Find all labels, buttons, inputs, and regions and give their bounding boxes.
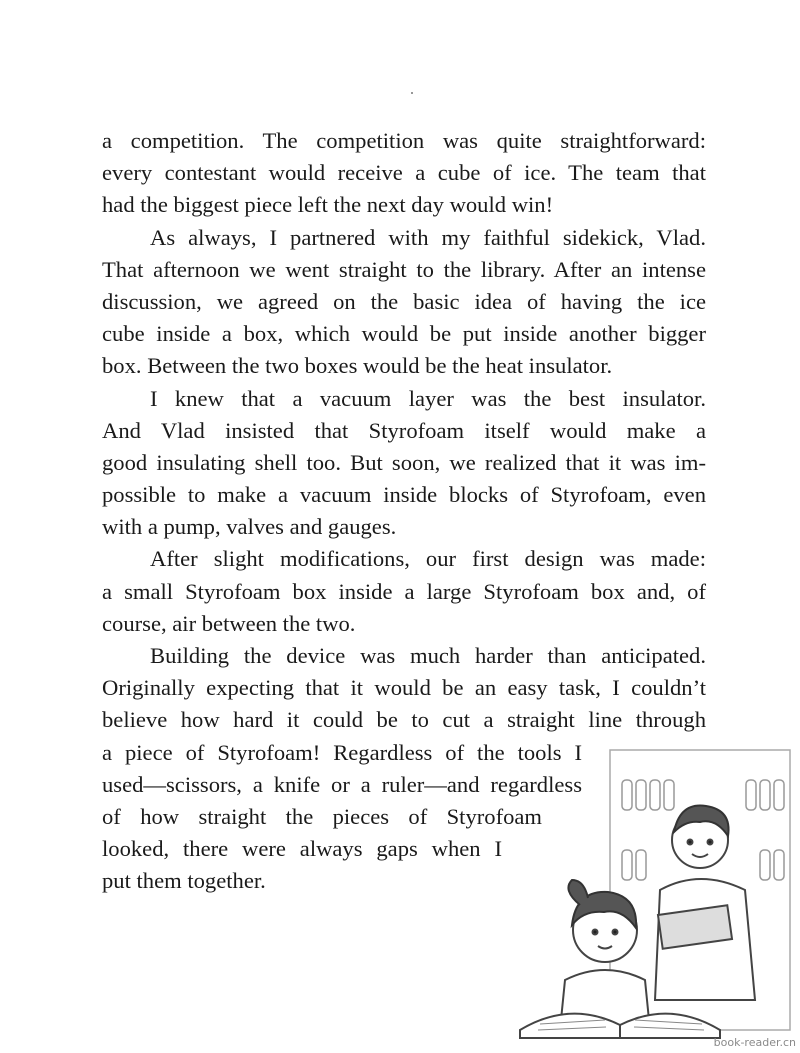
text-line: good insulating shell too. But soon, we realized that it was im- [102, 449, 706, 475]
text-line: discussion, we agreed on the basic idea of having the ice [102, 288, 706, 314]
text-line: course, air between the two. [102, 610, 356, 636]
text-line: box. Between the two boxes would be the heat insulator. [102, 353, 613, 379]
text-line: Originally expecting that it would be an easy task, I couldn’t [102, 675, 706, 701]
text-line: As always, I partnered with my faithful sidekick, Vlad. [150, 224, 706, 250]
text-line: a small Styrofoam box inside a large Styrofoam box and, of [102, 578, 706, 604]
text-line: I knew that a vacuum layer was the best insulator. [150, 385, 706, 411]
text-line: cube inside a box, which would be put inside another bigger [102, 321, 706, 347]
children-illustration [510, 740, 800, 1040]
page-speck [411, 92, 413, 94]
text-line: had the biggest piece left the next day would win! [102, 192, 554, 218]
text-line: a competition. The competition was quite straightforward: [102, 128, 706, 153]
watermark: book-reader.cn [713, 1036, 796, 1049]
text-line: put them together. [102, 868, 266, 894]
text-line: a piece of Styrofoam! Regardless of the tools I [102, 739, 582, 765]
text-line: After slight modifications, our first design was made: [150, 546, 706, 572]
text-line: of how straight the pieces of Styrofoam [102, 803, 542, 829]
text-line: possible to make a vacuum inside blocks of Styrofoam, even [102, 482, 706, 508]
text-line: every contestant would receive a cube of ice. The team that [102, 160, 706, 186]
text-line: believe how hard it could be to cut a straight line through [102, 707, 706, 733]
text-line: That afternoon we went straight to the library. After an intense [102, 256, 706, 282]
text-line: Building the device was much harder than anticipated. [150, 643, 706, 668]
text-line: used—scissors, a knife or a ruler—and regardless [102, 771, 582, 797]
text-line: with a pump, valves and gauges. [102, 514, 397, 540]
text-line: looked, there were always gaps when I [102, 836, 502, 862]
text-line: And Vlad insisted that Styrofoam itself would make a [102, 417, 706, 443]
